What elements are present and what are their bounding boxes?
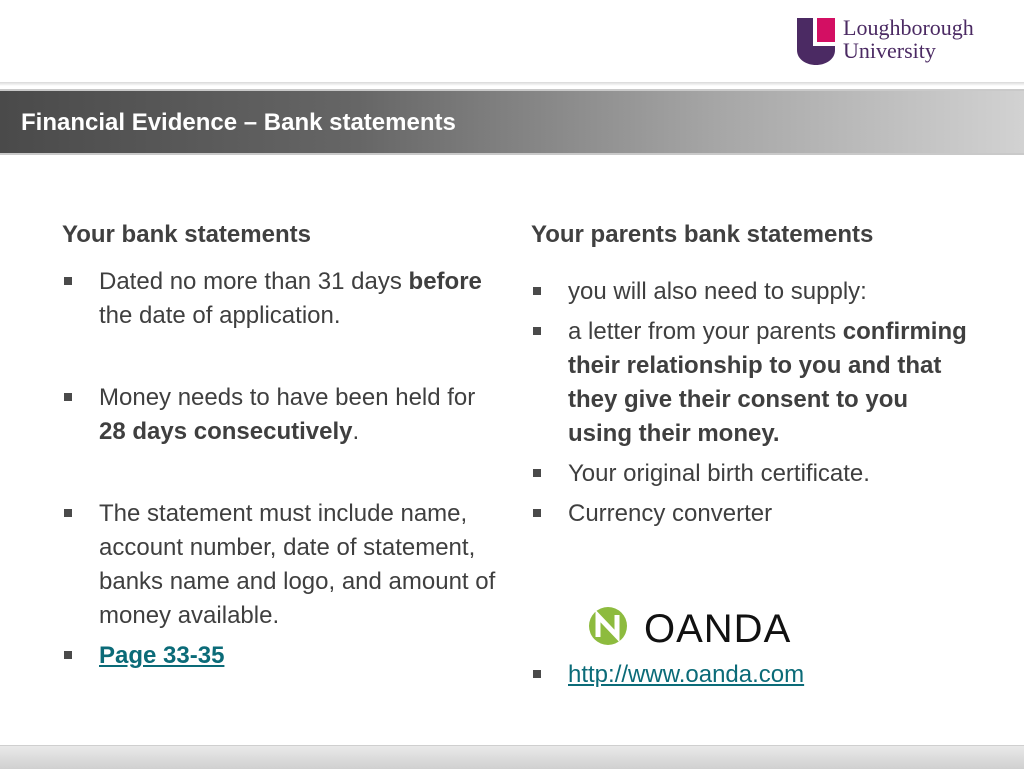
university-logo: [795, 16, 1010, 66]
bullet-icon: [533, 469, 541, 477]
bullet-icon: [64, 651, 72, 659]
bullet-icon: [533, 670, 541, 678]
university-logo-text: [843, 16, 974, 62]
header-divider: [0, 82, 1024, 86]
list-item: a letter from your parents confirming their relationship to you and that they give their consent to you using their money.: [531, 315, 971, 451]
list-item: [531, 658, 971, 692]
bullet-icon: [533, 509, 541, 517]
bullet-icon: [64, 509, 72, 517]
university-shield-icon: [795, 16, 839, 66]
bullet-icon: [533, 287, 541, 295]
right-bullet-list: [531, 275, 971, 531]
page-33-35-link[interactable]: Page 33-35: [99, 642, 225, 669]
bullet-icon: [533, 327, 541, 335]
bullet-icon: [64, 393, 72, 401]
list-item: you will also need to supply:: [531, 275, 971, 309]
list-item: Currency converter: [531, 497, 971, 531]
list-item: Dated no more than 31 days before the date of application.: [62, 265, 502, 333]
footer-band: [0, 745, 1024, 769]
list-item: Your original birth certificate.: [531, 457, 971, 491]
logo-line-2: University: [843, 38, 936, 63]
left-bullet-list: [62, 265, 502, 673]
oanda-logo-text: OANDA: [644, 607, 792, 648]
slide-title: Financial Evidence – Bank statements: [21, 109, 456, 136]
right-heading: Your parents bank statements: [531, 221, 874, 248]
oanda-logo: [586, 604, 811, 648]
logo-line-1: Loughborough: [843, 15, 974, 40]
list-item: The statement must include name, account number, date of statement, banks name and logo, and amount of money available.: [62, 497, 502, 633]
left-heading: Your bank statements: [62, 221, 311, 248]
title-bar: [0, 89, 1024, 155]
bullet-icon: [64, 277, 72, 285]
list-item: Money needs to have been held for 28 days consecutively.: [62, 381, 502, 449]
right-link-list: [531, 658, 971, 692]
oanda-link[interactable]: http://www.oanda.com: [568, 661, 805, 688]
list-item: [62, 639, 502, 673]
